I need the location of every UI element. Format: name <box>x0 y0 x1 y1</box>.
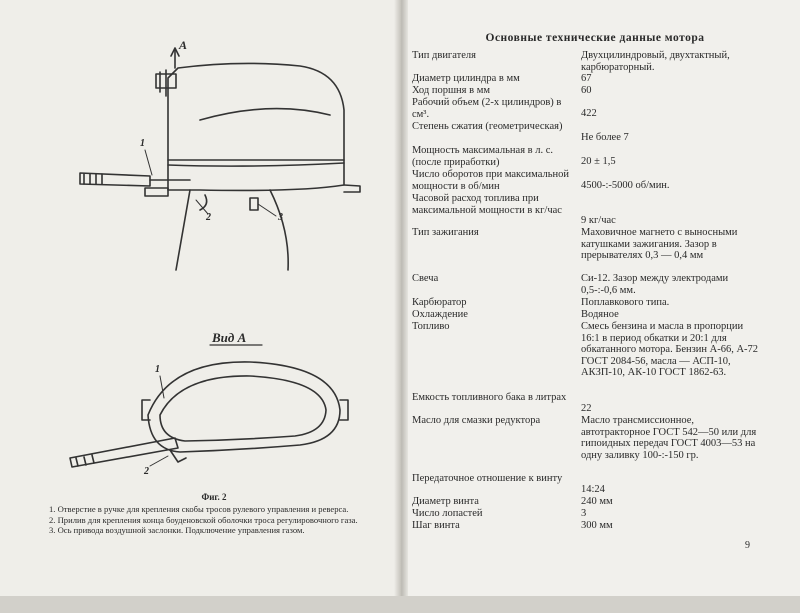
caption-item-2: 2. Прилив для крепления конца боуденовской оболочки троса регулировочного газа. <box>49 514 358 525</box>
figure-caption <box>49 492 379 536</box>
view-a-label: Вид А <box>212 330 247 345</box>
spec-value: 20 ± 1,5 <box>581 156 616 167</box>
spec-heading: Основные технические данные мотора <box>485 32 705 44</box>
spec-key: Охлаждение <box>412 309 468 320</box>
spec-value: 422 <box>581 108 597 119</box>
spec-value: 9 кг/час <box>581 215 616 226</box>
spec-value: 4500-:-5000 об/мин. <box>581 180 670 191</box>
spec-key: Степень сжатия (геометрическая) <box>412 121 563 132</box>
callout-1-bottom: 1 <box>155 364 160 375</box>
spec-value: Водяное <box>581 309 619 320</box>
spec-key: Тип зажигания <box>412 227 479 238</box>
spec-value: Поплавкового типа. <box>581 297 670 308</box>
figure-caption-title: Фиг. 2 <box>201 492 227 502</box>
spec-key: Карбюратор <box>412 297 467 308</box>
spec-value: 67 <box>581 73 592 84</box>
spec-value: 22 <box>581 403 592 414</box>
callout-2-bottom: 2 <box>144 466 149 477</box>
page-bottom-edge <box>0 596 800 613</box>
spec-value: 3 <box>581 508 587 519</box>
spec-key: Свеча <box>412 273 439 284</box>
spec-value: 240 мм <box>581 496 613 507</box>
callout-2-top: 2 <box>206 212 211 223</box>
spec-key: Тип двигателя <box>412 50 476 61</box>
spec-value: 14:24 <box>581 484 605 495</box>
caption-item-3: 3. Ось привода воздушной заслонки. Подключение управления газом. <box>49 525 305 536</box>
spec-value: Двухцилиндровый, двухтактный, карбюраторный. <box>581 50 730 73</box>
caption-item-1: 1. Отверстие в ручке для крепления скобы тросов рулевого управления и реверса. <box>49 504 349 515</box>
spec-value: 60 <box>581 85 592 96</box>
spec-value: Си-12. Зазор между электродами 0,5-:-0,6 мм. <box>581 273 729 296</box>
spec-key: Часовой расход топлива при максимальной мощности в кг/час <box>412 193 562 216</box>
spec-value: Не более 7 <box>581 132 629 143</box>
spec-key: Передаточное отношение к винту <box>412 473 563 484</box>
spec-key: Мощность максимальная в л. с. (после приработки) <box>412 145 554 168</box>
motor-drawing <box>0 0 400 500</box>
spec-key: Шаг винта <box>412 520 460 531</box>
spec-key: Масло для смазки редуктора <box>412 415 541 426</box>
motor-bottom-view <box>70 362 348 467</box>
callout-3-top: 3 <box>278 212 283 223</box>
spec-key: Топливо <box>412 321 450 332</box>
spec-key: Рабочий объем (2-х цилиндров) в см³. <box>412 97 562 120</box>
arrow-a-label: A <box>179 38 188 52</box>
spec-value: Масло трансмиссионное, автотракторное ГОСТ 542—50 или для гипоидных передач ГОСТ 4003—53 на одну заливку 100-:-150 гр. <box>581 415 757 461</box>
spec-key: Диаметр цилиндра в мм <box>412 73 520 84</box>
spec-key: Число лопастей <box>412 508 483 519</box>
page-number: 9 <box>745 540 750 551</box>
motor-side-view <box>80 48 360 270</box>
spec-key: Емкость топливного бака в литрах <box>412 392 567 403</box>
callout-1-top: 1 <box>140 138 145 149</box>
spec-value: Смесь бензина и масла в пропорции 16:1 в период обкатки и 20:1 для обкатанного мотора. Бензин А-66, А-72 ГОСТ 2084-56, масла — АСП-10, АКЗП-10, АК-10 ГОСТ 1862-63. <box>581 321 759 379</box>
spec-key: Число оборотов при максимальной мощности в об/мин <box>412 169 570 192</box>
spec-key: Ход поршня в мм <box>412 85 490 96</box>
spec-key: Диаметр винта <box>412 496 479 507</box>
spec-value: 300 мм <box>581 520 613 531</box>
spec-value: Маховичное магнето с выносными катушками зажигания. Зазор в прерывателях 0,3 — 0,4 мм <box>581 227 738 262</box>
